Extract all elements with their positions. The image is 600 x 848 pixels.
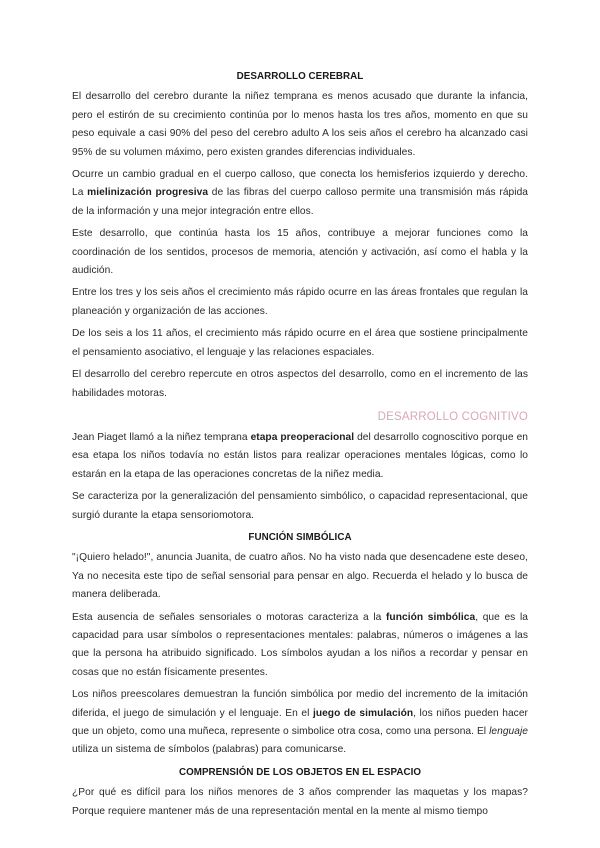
- paragraph: Jean Piaget llamó a la niñez temprana etapa preoperacional del desarrollo cognoscitivo porque en esa etapa los niños todavía no están listos para realizar operaciones mentales lógicas, como lo estarán en la etapa de las operaciones concretas de la niñez media.: [72, 431, 528, 480]
- paragraph: ¿Por qué es difícil para los niños menores de 3 años comprender las maquetas y los mapas? Porque requiere mantener más de una representación mental en la mente al mismo tiempo: [72, 787, 528, 817]
- paragraph: Esta ausencia de señales sensoriales o motoras caracteriza a la función simbólica, que es la capacidad para usar símbolos o representaciones mentales: palabras, números o imágenes a las que la persona ha atribuido significado. Los símbolos ayudan a los niños a recordar y pensar en cosas que no están físicamente presentes.: [72, 611, 528, 678]
- paragraph: El desarrollo del cerebro repercute en otros aspectos del desarrollo, como en el incremento de las habilidades motoras.: [72, 369, 528, 399]
- heading-desarrollo-cerebral: DESARROLLO CEREBRAL: [236, 71, 364, 82]
- bold-term: mielinización progresiva: [87, 187, 209, 199]
- paragraph: Los niños preescolares demuestran la función simbólica por medio del incremento de la imitación diferida, el juego de simulación y el lenguaje. En el juego de simulación, los niños pueden hacer que un objeto, como una muñeca, represente o simbolice otra cosa, como una persona. El lenguaje utiliza un sistema de símbolos (palabras) para comunicarse.: [72, 689, 528, 756]
- paragraph: El desarrollo del cerebro durante la niñez temprana es menos acusado que durante la infancia, pero el estirón de su crecimiento continúa por lo menos hasta los tres años, momento en que su peso equivale a casi 90% del peso del cerebro adulto A los seis años el cerebro ha alcanzado casi 95% de su volumen máximo, pero existen grandes diferencias individuales.: [72, 91, 528, 158]
- paragraph: Ocurre un cambio gradual en el cuerpo calloso, que conecta los hemisferios izquierdo y derecho. La mielinización progresiva de las fibras del cuerpo calloso permite una transmisión más rápida de la información y una mejor integración entre ellos.: [72, 169, 529, 217]
- heading-comprension-espacio: COMPRENSIÓN DE LOS OBJETOS EN EL ESPACIO: [178, 766, 422, 778]
- paragraph: "¡Quiero helado!", anuncia Juanita, de cuatro años. No ha visto nada que desencadene este deseo, Ya no necesita este tipo de señal sensorial para pensar en algo. Recuerda el helado y lo busca de manera deliberada.: [72, 552, 528, 601]
- heading-funcion-simbolica: FUNCIÓN SIMBÓLICA: [248, 531, 352, 543]
- paragraph: Se caracteriza por la generalización del pensamiento simbólico, o capacidad representacional, que surgió durante la etapa sensoriomotora.: [72, 491, 528, 521]
- heading-desarrollo-cognitivo: DESARROLLO COGNITIVO: [377, 410, 528, 423]
- bold-term: etapa preoperacional: [250, 431, 355, 443]
- paragraph: Este desarrollo, que continúa hasta los 15 años, contribuye a mejorar funciones como la coordinación de los sentidos, procesos de memoria, atención y activación, así como el habla y la audición.: [72, 228, 528, 277]
- paragraph: Entre los tres y los seis años el crecimiento más rápido ocurre en las áreas frontales que regulan la planeación y organización de las acciones.: [72, 287, 528, 317]
- paragraph: De los seis a los 11 años, el crecimiento más rápido ocurre en el área que sostiene principalmente el pensamiento asociativo, el lenguaje y las relaciones espaciales.: [72, 328, 528, 358]
- italic-term: lenguaje: [489, 726, 528, 737]
- bold-term: función simbólica: [385, 611, 476, 623]
- bold-term: juego de simulación: [312, 707, 414, 719]
